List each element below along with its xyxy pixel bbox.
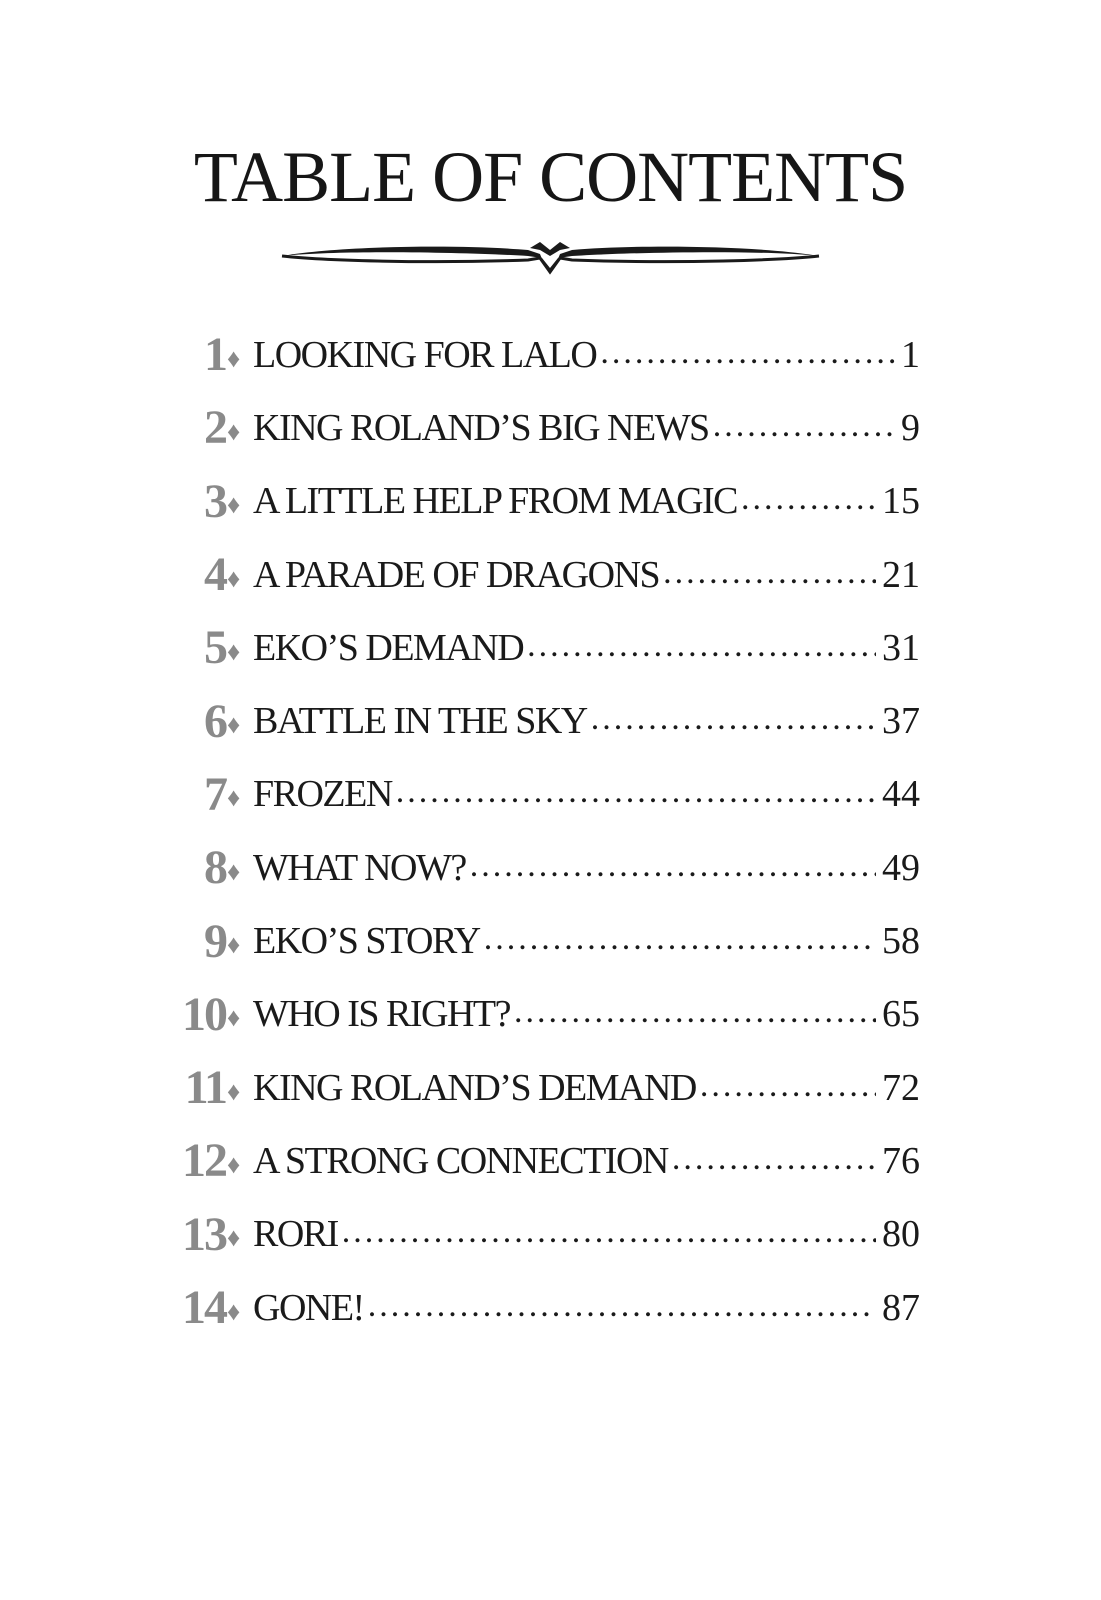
flourish-divider-icon (278, 238, 823, 278)
chapter-page-number: 49 (882, 846, 920, 889)
chapter-title: EKO’S DEMAND (253, 626, 524, 669)
chapter-page-number: 37 (882, 700, 920, 743)
chapter-title: BATTLE IN THE SKY (253, 700, 587, 743)
chapter-title: GONE! (253, 1286, 364, 1329)
chapter-number-dot: ♦ (227, 710, 241, 740)
chapter-page-number: 80 (882, 1213, 920, 1256)
chapter-number: 14 (182, 1281, 226, 1334)
dot-leader (600, 334, 895, 372)
dot-leader (470, 847, 876, 885)
chapter-number-dot: ♦ (227, 416, 241, 446)
chapter-page-number: 58 (882, 920, 920, 963)
chapter-page-number: 1 (901, 333, 920, 376)
dot-leader (342, 1213, 876, 1251)
chapter-number: 4 (204, 548, 226, 602)
dot-leader (741, 480, 876, 518)
chapter-number: 12 (182, 1134, 226, 1188)
chapter-number-dot: ♦ (227, 636, 241, 666)
chapter-title: A STRONG CONNECTION (253, 1139, 668, 1182)
chapter-number-dot: ♦ (227, 783, 241, 813)
dot-leader (591, 700, 876, 738)
chapter-number-dot: ♦ (227, 1223, 241, 1253)
dot-leader (527, 627, 876, 665)
chapter-number: 8 (204, 841, 226, 895)
chapter-number: 7 (204, 767, 226, 821)
chapter-page-number: 15 (882, 480, 920, 523)
chapter-title: WHAT NOW? (253, 846, 466, 889)
chapter-number-dot: ♦ (227, 1149, 241, 1179)
chapter-number: 2 (204, 401, 226, 455)
page-title: TABLE OF CONTENTS (193, 137, 908, 217)
chapter-title: A LITTLE HELP FROM MAGIC (253, 480, 738, 523)
toc-entry-11[interactable] (150, 1051, 920, 1124)
chapter-title: KING ROLAND’S BIG NEWS (253, 406, 709, 449)
dot-leader (396, 773, 876, 811)
chapter-page-number: 21 (882, 553, 920, 596)
chapter-page-number: 72 (882, 1066, 920, 1109)
chapter-number: 9 (204, 914, 226, 968)
toc-entry-4[interactable] (150, 538, 920, 611)
toc-entry-6[interactable] (150, 684, 920, 757)
chapter-number: 1 (204, 328, 226, 382)
toc-entry-10[interactable] (150, 978, 920, 1051)
chapter-title: FROZEN (253, 773, 392, 816)
chapter-title: KING ROLAND’S DEMAND (253, 1066, 696, 1109)
chapter-page-number: 87 (882, 1286, 920, 1329)
dot-leader (672, 1140, 876, 1178)
chapter-number-dot: ♦ (227, 343, 241, 373)
dot-leader (484, 920, 876, 958)
toc-entry-12[interactable] (150, 1124, 920, 1197)
chapter-number-dot: ♦ (227, 1003, 241, 1033)
toc-entry-8[interactable] (150, 831, 920, 904)
toc-entry-1[interactable] (150, 318, 920, 391)
chapter-title: WHO IS RIGHT? (253, 993, 511, 1036)
toc-entry-13[interactable] (150, 1198, 920, 1271)
chapter-number: 11 (184, 1061, 226, 1115)
chapter-page-number: 31 (882, 626, 920, 669)
chapter-title: EKO’S STORY (253, 920, 480, 963)
dot-leader (514, 993, 876, 1031)
toc-entry-14[interactable] (150, 1271, 920, 1344)
chapter-page-number: 44 (882, 773, 920, 816)
chapter-number-dot: ♦ (227, 1076, 241, 1106)
toc-entry-9[interactable] (150, 904, 920, 977)
chapter-number-dot: ♦ (227, 563, 241, 593)
chapter-number-dot: ♦ (227, 856, 241, 886)
chapter-title: RORI (253, 1213, 338, 1256)
chapter-number-dot: ♦ (227, 930, 241, 960)
chapter-number: 13 (182, 1207, 226, 1261)
chapter-number: 6 (204, 694, 226, 748)
chapter-number-dot: ♦ (227, 1296, 241, 1326)
toc-list (150, 318, 920, 1344)
dot-leader (713, 407, 895, 445)
chapter-title: A PARADE OF DRAGONS (253, 553, 660, 596)
toc-entry-3[interactable] (150, 465, 920, 538)
chapter-number: 3 (204, 474, 226, 528)
chapter-number: 10 (182, 987, 226, 1041)
dot-leader (368, 1287, 876, 1325)
chapter-page-number: 9 (901, 406, 920, 449)
toc-entry-5[interactable] (150, 611, 920, 684)
chapter-number: 5 (204, 621, 226, 675)
toc-entry-7[interactable] (150, 758, 920, 831)
chapter-title: LOOKING FOR LALO (253, 333, 597, 376)
dot-leader (700, 1067, 876, 1105)
chapter-number-dot: ♦ (227, 490, 241, 520)
dot-leader (663, 554, 876, 592)
chapter-page-number: 76 (882, 1139, 920, 1182)
chapter-page-number: 65 (882, 993, 920, 1036)
toc-entry-2[interactable] (150, 391, 920, 464)
